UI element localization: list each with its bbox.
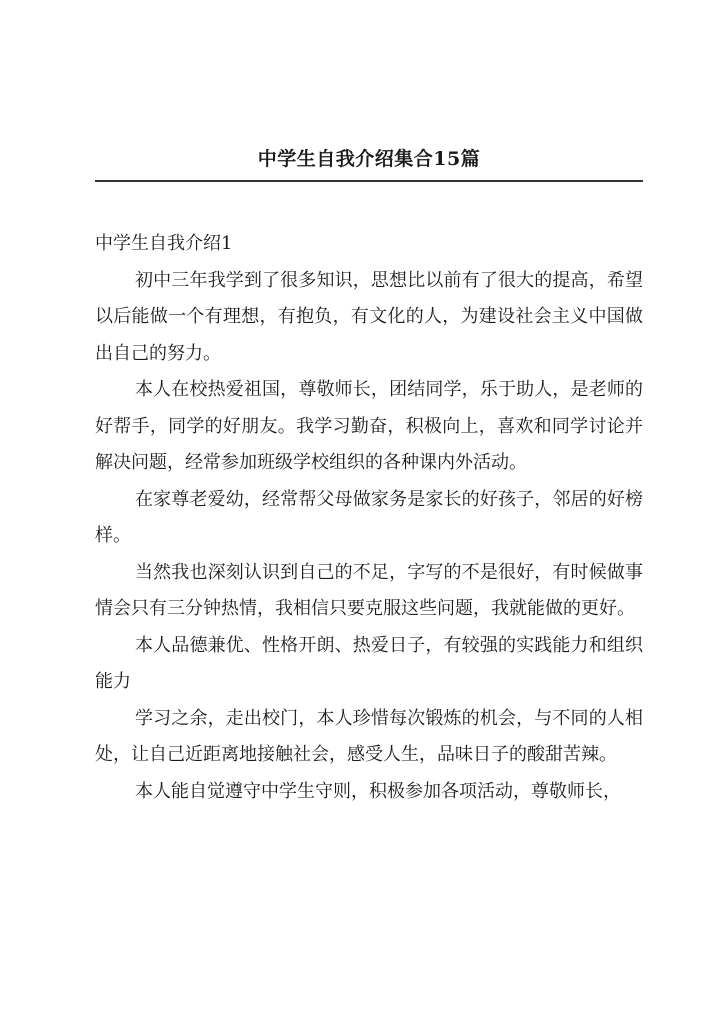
paragraph: 本人在校热爱祖国，尊敬师长，团结同学，乐于助人，是老师的好帮手，同学的好朋友。我学习勤奋，积极向上，喜欢和同学讨论并解决问题，经常参加班级学校组织的各种课内外活动。 [95, 379, 643, 473]
paragraph: 本人品德兼优、性格开朗、热爱日子，有较强的实践能力和组织能力 [95, 634, 643, 692]
section-heading: 中学生自我介绍1 [95, 233, 233, 254]
paragraph: 本人能自觉遵守中学生守则，积极参加各项活动，尊敬师长， [135, 780, 621, 802]
paragraph: 学习之余，走出校门，本人珍惜每次锻炼的机会，与不同的人相处，让自己近距离地接触社会，感受人生，品味日子的酸甜苦辣。 [95, 707, 643, 765]
paragraph: 在家尊老爱幼，经常帮父母做家务是家长的好孩子，邻居的好榜样。 [95, 488, 643, 546]
paragraph: 初中三年我学到了很多知识，思想比以前有了很大的提高，希望以后能做一个有理想，有抱负，有文化的人，为建设社会主义中国做出自己的努力。 [95, 269, 643, 364]
paragraph: 当然我也深刻认识到自己的不足，字写的不是很好，有时候做事情会只有三分钟热情，我相信只要克服这些问题，我就能做的更好。 [95, 561, 643, 619]
document-body [95, 226, 643, 810]
document-title: 中学生自我介绍集合15篇 [257, 148, 481, 170]
title-divider [95, 180, 643, 182]
